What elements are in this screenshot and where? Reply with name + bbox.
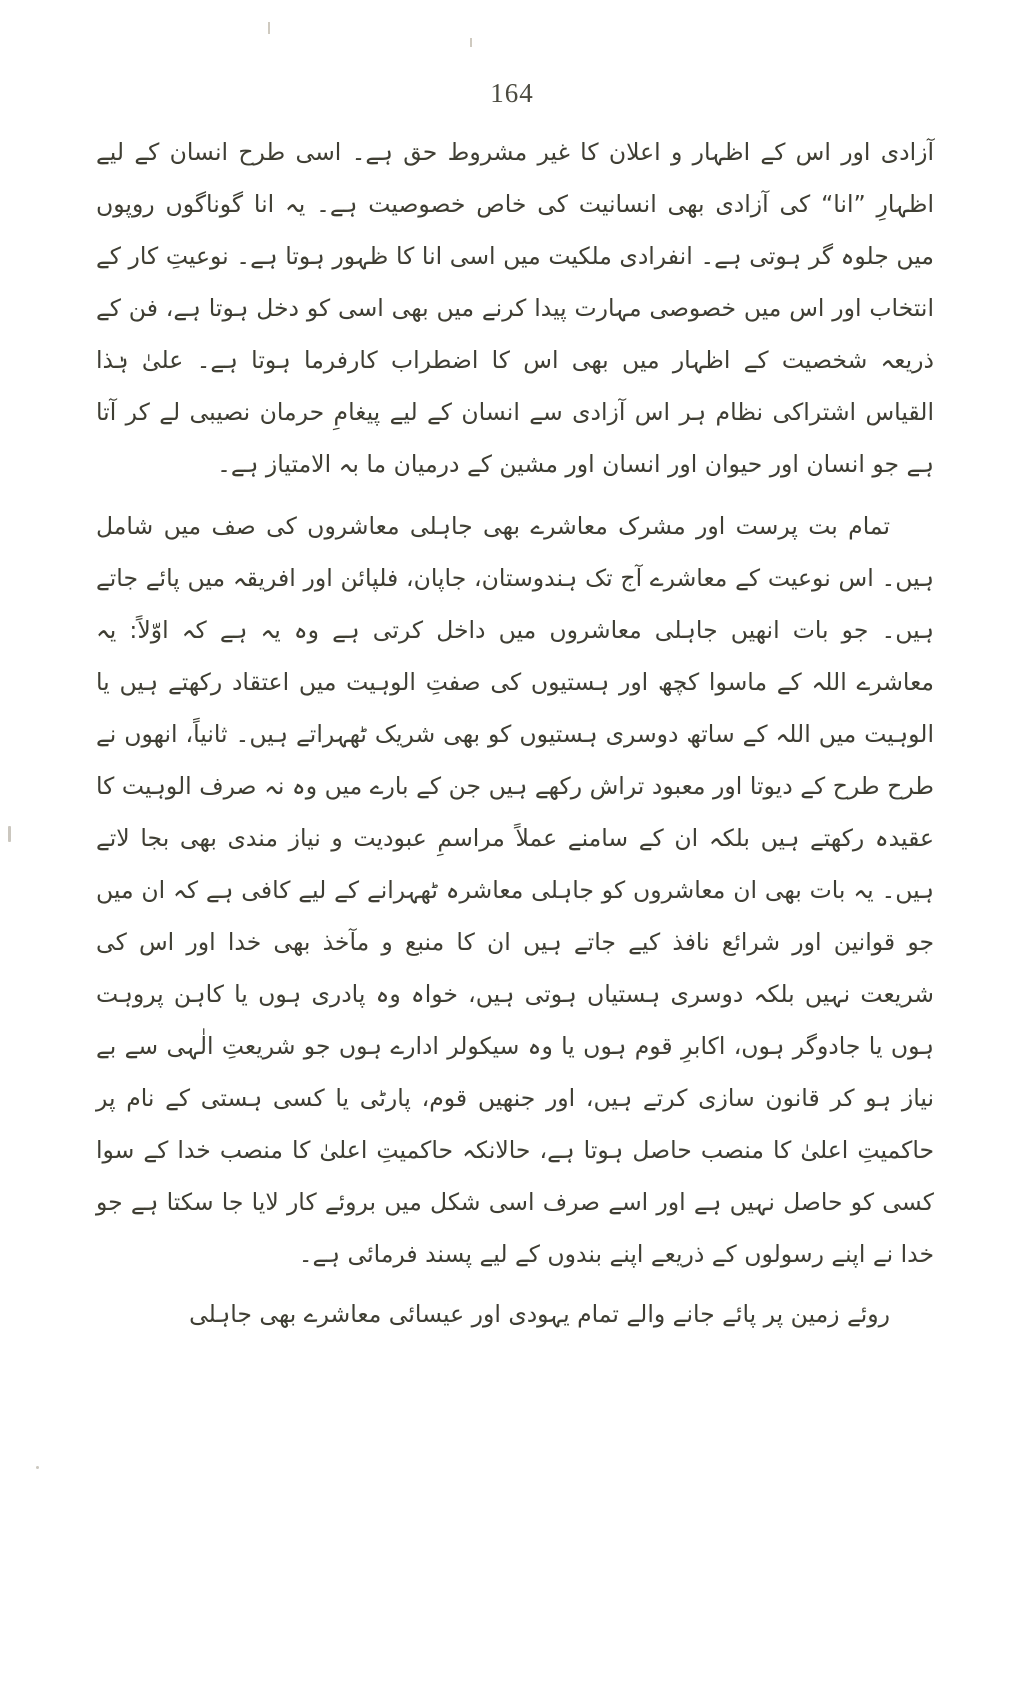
scan-edge-mark-top-right bbox=[470, 38, 472, 47]
paragraph: تمام بت پرست اور مشرک معاشرے بھی جاہلی معاشروں کی صف میں شامل ہیں۔ اس نوعیت کے معاشرے آج تک ہندوستان، جاپان، فلپائن اور افریقہ میں پائے جاتے ہیں۔ جو بات انھیں جاہلی معاشروں میں داخل کرتی ہے وہ یہ ہے کہ اوّلاً: یہ معاشرے اللہ کے ماسوا کچھ اور ہستیوں کی صفتِ الوہیت میں اعتقاد رکھتے ہیں یا الوہیت میں اللہ کے ساتھ دوسری ہستیوں کو بھی شریک ٹھہراتے ہیں۔ ثانیاً، انھوں نے طرح طرح کے دیوتا اور معبود تراش رکھے ہیں جن کے بارے میں وہ نہ صرف الوہیت کا عقیدہ رکھتے ہیں بلکہ ان کے سامنے عملاً مراسمِ عبودیت و نیاز مندی بھی بجا لاتے ہیں۔ یہ بات بھی ان معاشروں کو جاہلی معاشرہ ٹھہرانے کے لیے کافی ہے کہ ان میں جو قوانین اور شرائع نافذ کیے جاتے ہیں ان کا منبع و مآخذ بھی خدا اور اس کی شریعت نہیں بلکہ دوسری ہستیاں ہوتی ہیں، خواہ وہ پادری ہوں یا کاہن پروہت ہوں یا جادوگر ہوں، اکابرِ قوم ہوں یا وہ سیکولر ادارے ہوں جو شریعتِ الٰہی سے بے نیاز ہو کر قانون سازی کرتے ہیں، اور جنھیں قوم، پارٹی یا کسی ہستی کے نام پر حاکمیتِ اعلیٰ کا منصب حاصل ہوتا ہے، حالانکہ حاکمیتِ اعلیٰ کا منصب خدا کے سوا کسی کو حاصل نہیں ہے اور اسے صرف اسی شکل میں بروئے کار لایا جا سکتا ہے جو خدا نے اپنے رسولوں کے ذریعے اپنے بندوں کے لیے پسند فرمائی ہے۔ bbox=[96, 512, 934, 1268]
scan-edge-mark-top bbox=[268, 22, 270, 34]
scan-speck bbox=[36, 1466, 39, 1469]
page-body bbox=[96, 126, 934, 1344]
scan-speck bbox=[8, 826, 11, 842]
paragraph: آزادی اور اس کے اظہار و اعلان کا غیر مشروط حق ہے۔ اسی طرح انسان کے لیے اظہارِ ”انا“ کی آزادی بھی انسانیت کی خاص خصوصیت ہے۔ یہ انا گوناگوں روپوں میں جلوہ گر ہوتی ہے۔ انفرادی ملکیت میں اسی انا کا ظہور ہوتا ہے۔ نوعیتِ کار کے انتخاب اور اس میں خصوصی مہارت پیدا کرنے میں بھی اسی کو دخل ہوتا ہے، فن کے ذریعہ شخصیت کے اظہار میں بھی اس کا اضطراب کارفرما ہوتا ہے۔ علیٰ ہٰذا القیاس اشتراکی نظام ہر اس آزادی سے انسان کے لیے پیغامِ حرمان نصیبی لے کر آتا ہے جو انسان اور حیوان اور انسان اور مشین کے درمیان ما بہ الامتیاز ہے۔ bbox=[96, 138, 934, 478]
page-number: 164 bbox=[490, 78, 534, 108]
paragraph: روئے زمین پر پائے جانے والے تمام یہودی اور عیسائی معاشرے بھی جاہلی bbox=[189, 1300, 890, 1328]
